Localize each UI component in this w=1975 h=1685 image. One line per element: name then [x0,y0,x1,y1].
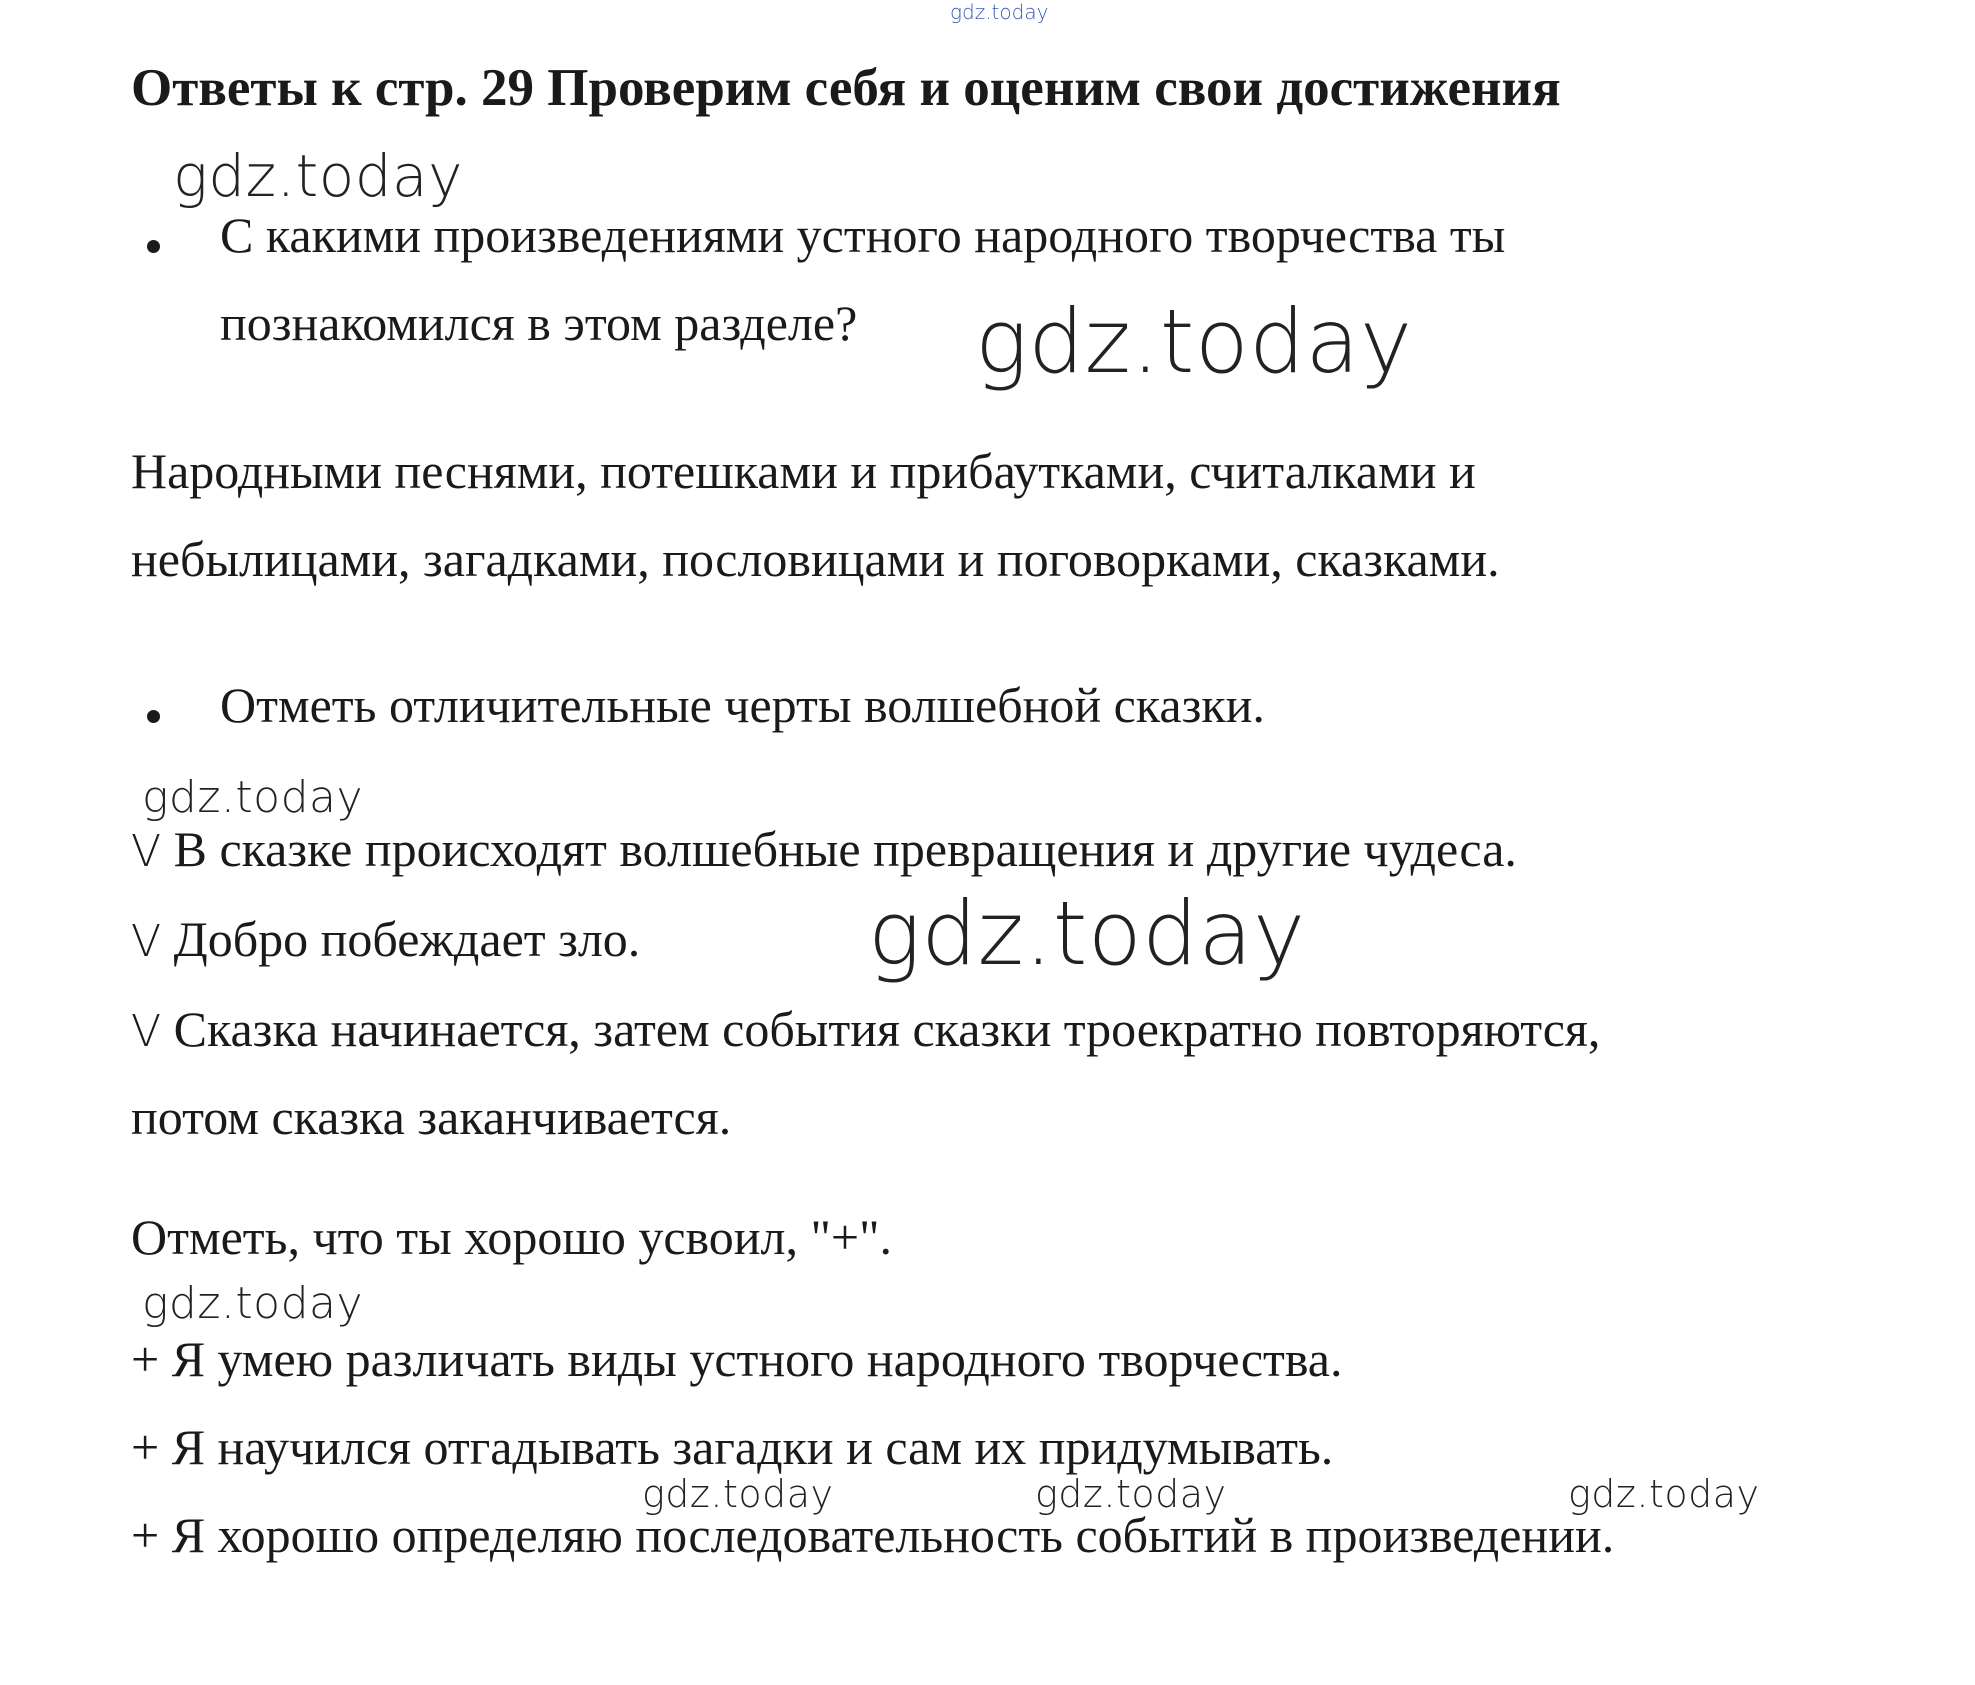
feature-item-2-text: Добро побеждает зло. [173,911,641,967]
check-mark-icon: V [131,1006,162,1057]
question-2: Отметь отличительные черты волшебной сказки. [220,677,1265,733]
watermark-3: gdz.today [142,772,364,823]
skill-item-3: + Я хорошо определяю последовательность событий в произведении. [131,1507,1615,1563]
feature-item-1 [131,820,1517,878]
watermark-1: gdz.today [173,142,463,210]
feature-item-2 [131,910,640,968]
instruction-text: Отметь, что ты хорошо усвоил, "+". [131,1209,893,1265]
feature-item-3-continuation: потом сказка заканчивается. [131,1089,732,1145]
answer-1-line-2: небылицами, загадками, пословицами и поговорками, сказками. [131,531,1500,587]
question-1-line-1: С какими произведениями устного народного творчества ты [220,207,1506,263]
watermark-7: gdz.today [1035,1472,1227,1516]
feature-item-3-text: Сказка начинается, затем события сказки троекратно повторяются, [173,1001,1601,1057]
watermark-2: gdz.today [975,290,1413,393]
bullet-icon [147,710,160,723]
skill-item-1: + Я умею различать виды устного народного творчества. [131,1331,1343,1387]
check-mark-icon: V [131,826,162,877]
watermark-8: gdz.today [1568,1472,1760,1516]
page-title: Ответы к стр. 29 Проверим себя и оценим свои достижения [131,59,1561,117]
watermark-top: gdz.today [950,0,1049,24]
feature-item-3 [131,1000,1600,1058]
feature-item-1-text: В сказке происходят волшебные превращения и другие чудеса. [173,821,1517,877]
skill-item-2: + Я научился отгадывать загадки и сам их придумывать. [131,1419,1334,1475]
watermark-6: gdz.today [642,1472,834,1516]
check-mark-icon: V [131,916,162,967]
question-1-line-2: познакомился в этом разделе? [220,295,858,351]
watermark-5: gdz.today [142,1278,364,1329]
bullet-icon [147,240,160,253]
watermark-4: gdz.today [868,882,1306,985]
answer-1-line-1: Народными песнями, потешками и прибаутками, считалками и [131,443,1476,499]
